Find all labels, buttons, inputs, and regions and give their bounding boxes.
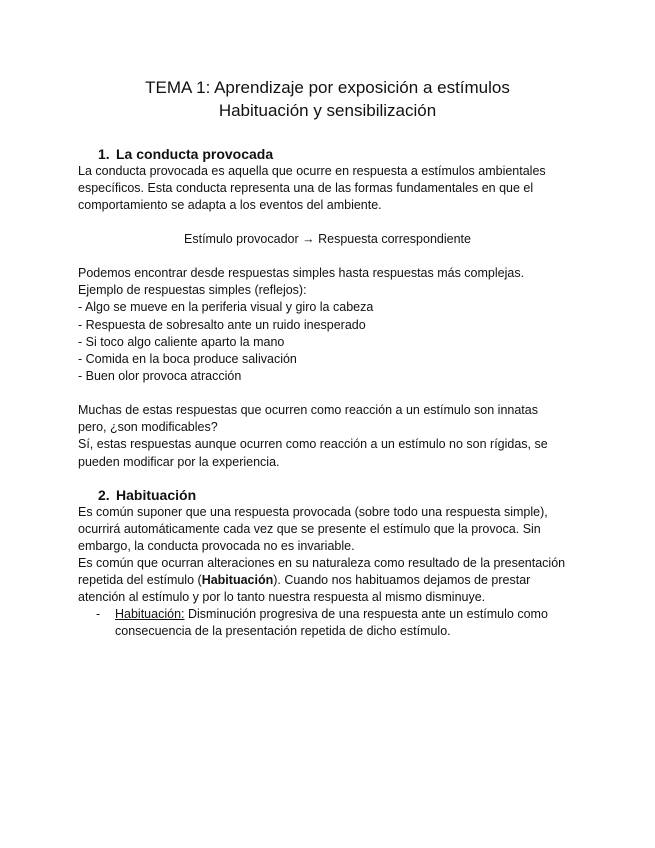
underlined-term-habituacion: Habituación: bbox=[115, 607, 185, 621]
paragraph-line: Es común que ocurran alteraciones en su naturaleza como resultado de la presentación bbox=[78, 556, 566, 570]
section1-intro-paragraph bbox=[78, 163, 578, 215]
paragraph-line: Es común suponer que una respuesta provocada (sobre todo una respuesta simple), bbox=[78, 505, 548, 519]
bullet-line: consecuencia de la presentación repetida de dicho estímulo. bbox=[115, 624, 451, 639]
text-run: ). Cuando nos habituamos dejamos de prestar bbox=[273, 573, 531, 588]
paragraph-line: específicos. Esta conducta representa una de las formas fundamentales en que el bbox=[78, 181, 534, 196]
section-number: 2. bbox=[98, 487, 110, 503]
paragraph-line: Ejemplo de respuestas simples (reflejos): bbox=[78, 283, 307, 298]
bullet-text bbox=[115, 606, 548, 640]
example-item: - Si toco algo caliente aparto la mano bbox=[78, 334, 285, 349]
text-run: repetida del estímulo ( bbox=[78, 573, 202, 588]
paragraph-line: atención al estímulo y por lo tanto nuestra respuesta al mismo disminuye. bbox=[78, 590, 486, 605]
text-run: Disminución progresiva de una respuesta ante un estímulo como bbox=[184, 607, 548, 621]
paragraph-line: ocurrirá automáticamente cada vez que se presente el estímulo que la provoca. Sin bbox=[78, 522, 541, 537]
example-item: - Buen olor provoca atracción bbox=[78, 369, 242, 384]
paragraph-line: Muchas de estas respuestas que ocurren como reacción a un estímulo son innatas bbox=[78, 403, 538, 417]
paragraph-line: Podemos encontrar desde respuestas simples hasta respuestas más complejas. bbox=[78, 266, 525, 280]
document-subtitle: Habituación y sensibilización bbox=[218, 101, 437, 120]
paragraph-line: La conducta provocada es aquella que ocurre en respuesta a estímulos ambientales bbox=[78, 164, 546, 178]
example-item: - Algo se mueve en la periferia visual y giro la cabeza bbox=[78, 300, 374, 315]
section2-paragraph-2 bbox=[78, 555, 578, 607]
section-title: La conducta provocada bbox=[116, 146, 274, 162]
paragraph-line: pueden modificar por la experiencia. bbox=[78, 454, 280, 469]
paragraph-line: pero, ¿son modificables? bbox=[78, 420, 218, 435]
document-title: TEMA 1: Aprendizaje por exposición a estímulos bbox=[145, 78, 510, 97]
section1-question-paragraph bbox=[78, 402, 578, 471]
section1-examples-paragraph bbox=[78, 265, 578, 385]
section-number: 1. bbox=[98, 146, 110, 162]
example-item: - Respuesta de sobresalto ante un ruido inesperado bbox=[78, 317, 366, 332]
paragraph-line: Sí, estas respuestas aunque ocurren como reacción a un estímulo no son rígidas, se bbox=[78, 437, 548, 452]
section-heading-2 bbox=[98, 486, 196, 504]
stimulus-response-formula: Estímulo provocador → Respuesta correspondiente bbox=[184, 232, 471, 246]
bold-term-habituacion: Habituación bbox=[201, 573, 274, 588]
example-item: - Comida en la boca produce salivación bbox=[78, 352, 297, 367]
paragraph-line bbox=[78, 572, 578, 589]
bullet-line bbox=[115, 606, 548, 623]
bullet-dash: - bbox=[96, 607, 101, 621]
section-title: Habituación bbox=[116, 487, 197, 503]
paragraph-line: embargo, la conducta provocada no es invariable. bbox=[78, 539, 355, 554]
section-heading-1 bbox=[98, 145, 273, 163]
section2-paragraph-1 bbox=[78, 504, 578, 556]
paragraph-line: comportamiento se adapta a los eventos del ambiente. bbox=[78, 198, 382, 213]
